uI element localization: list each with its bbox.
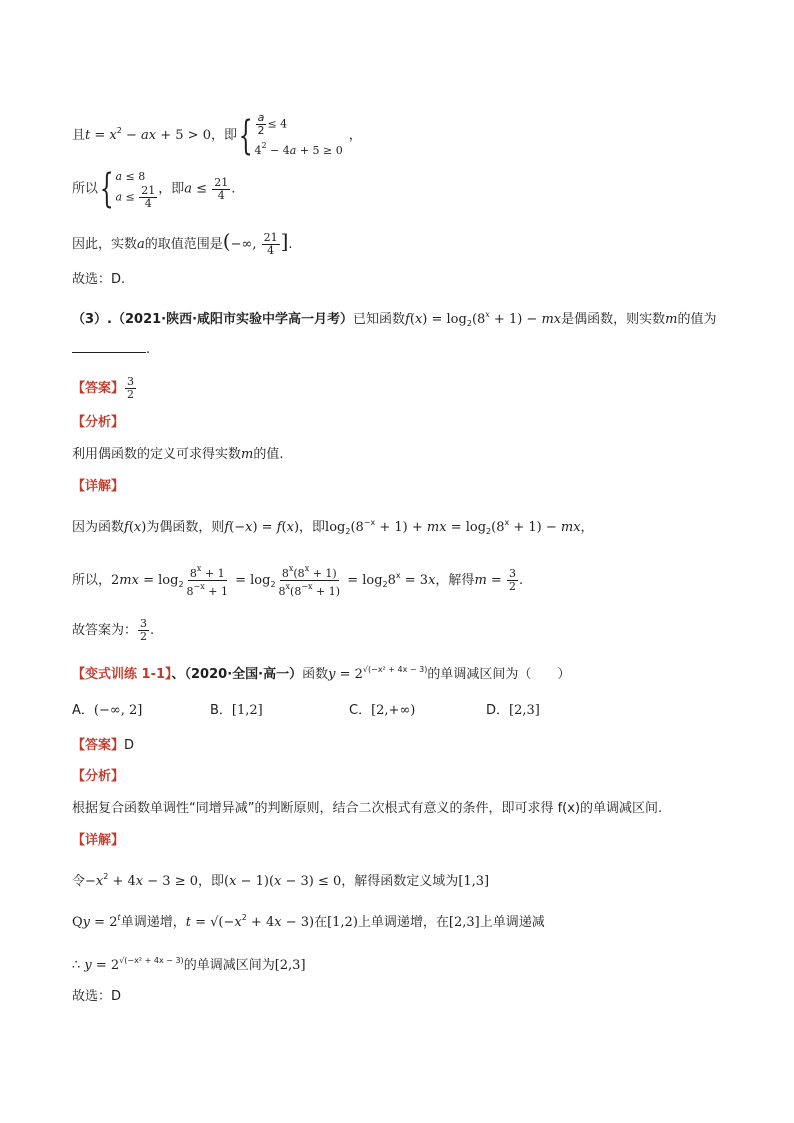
text: ，解得 — [435, 573, 475, 588]
text: 且 — [72, 128, 86, 143]
formula-t: t — [85, 128, 91, 143]
text: 故答案为： — [72, 623, 138, 638]
option-d[interactable] — [486, 702, 540, 720]
option-value: [2,3] — [509, 703, 540, 718]
question-label: （3）. — [72, 312, 112, 327]
text: 的值为 — [677, 312, 717, 327]
option-letter: A． — [72, 703, 94, 718]
var-a: a — [137, 237, 145, 252]
text: 在 — [314, 915, 328, 930]
answer-value: D — [124, 738, 135, 753]
option-letter: C． — [349, 703, 372, 718]
text: 利用偶函数的定义可求得实数 — [72, 447, 242, 462]
variant-detail-tag — [72, 832, 124, 850]
option-value: (−∞, 2] — [93, 703, 143, 718]
tag: 【详解】 — [72, 479, 125, 494]
brace-icon: { — [99, 166, 114, 212]
variant-tag: 【变式训练 1-1】 — [72, 667, 172, 682]
text: 令 — [72, 874, 86, 889]
variant-answer — [72, 737, 134, 755]
tag: 【详解】 — [72, 833, 125, 848]
question-3: （3）.（2021·陕西·咸阳市实验中学高一月考）已知函数$f(x) = \log_2(8^x + 1)$ − mx是偶函数，则实数m的值为 — [72, 310, 717, 328]
text: . — [231, 181, 236, 197]
variant-analysis: 根据复合函数单调性“同增异减”的判断原则，结合二次根式有意义的条件，即可求得 f(x)的单调减区间. — [72, 801, 663, 816]
choose-line: 故选：D. — [72, 272, 126, 287]
option-value: [1,2] — [231, 703, 263, 718]
answer-line: 【答案】 $\frac{3}{2}$ — [72, 375, 135, 401]
option-a[interactable] — [72, 702, 142, 720]
analysis-line: 利用偶函数的定义可求得实数m的值. — [72, 447, 284, 462]
option-letter: D． — [486, 703, 510, 718]
variant-analysis-tag — [72, 768, 124, 786]
text: 已知函数 — [353, 312, 406, 327]
detail-tag — [72, 478, 124, 496]
answer-tag: 【答案】 — [72, 381, 125, 396]
text: . — [146, 342, 151, 357]
text: ，解得函数定义域为 — [341, 874, 459, 889]
brace-icon: { — [238, 112, 253, 159]
text: 的取值范围是 — [144, 237, 223, 252]
text: 上单调递增，在 — [357, 915, 449, 930]
text: 的单调减区间为 — [183, 958, 275, 973]
tag: 【分析】 — [72, 415, 125, 430]
tag: 【分析】 — [72, 769, 125, 784]
text: 所以， — [72, 573, 112, 588]
option-value: [2,+∞) — [371, 703, 416, 718]
blank-line — [72, 340, 146, 353]
text: ，即 — [158, 181, 185, 197]
detail-line-2: 所以，$2mx = \log_2$ $\frac{8^x + 1}{8^{-x} + 1}$ = $\log_2$ $\frac{8^x(8^x + 1)}{8^x(8^{-x} + 1)}$ = $\log_28^x = 3x$，解得m = $\frac{3}{2}$ . — [72, 564, 524, 598]
text: ，即 — [198, 874, 225, 889]
question-source: （2021·陕西·咸阳市实验中学高一月考） — [111, 312, 354, 327]
text: 上单调递减 — [479, 915, 545, 930]
text: 因此，实数 — [72, 237, 138, 252]
range-line: 因此，实数a的取值范围是(−∞, $\frac{21}{4}$ ]. — [72, 229, 293, 257]
variant-detail-3: ∴ $y = 2^{√(-x^2 + 4x - 3)}$的单调减区间为[2,3] — [72, 956, 306, 973]
text: 单调递增， — [120, 915, 186, 930]
text: 为偶函数，则 — [146, 520, 225, 535]
option-letter: B． — [210, 703, 232, 718]
text: 的值. — [253, 447, 284, 462]
variant-question: 【变式训练 1-1】、（2020·全国·高一）函数$y = 2^{√(-x^2 + 4x - 3)}$的单调减区间为（ ） — [72, 665, 571, 682]
text: 因为函数 — [72, 520, 125, 535]
final-answer: 故答案为： $\frac{3}{2}$ . — [72, 617, 155, 643]
variant-final: 故选：D — [72, 989, 122, 1004]
condition-line: 且$t = x^2$ − ax + 5 > 0，即{ $\frac{a}{2}$ ≤ 4 $4^2 - 4a + 5 \ge 0$ ， — [72, 111, 362, 159]
text: 函数 — [302, 667, 329, 682]
answer-tag: 【答案】 — [72, 738, 125, 753]
option-b[interactable] — [210, 702, 263, 720]
so-line: 所以{ a ≤ 8 a ≤ $\frac{21}{4}$ ，即a ≤ $\frac{21}{4}$ . — [72, 166, 236, 212]
text: ，即 — [299, 520, 326, 535]
variant-detail-1: 令$-x^2 + 4x - 3 \ge 0$，即(x − 1)(x − 3) ≤ 0，解得函数定义域为[1,3] — [72, 872, 490, 889]
variant-source: 、（2020·全国·高一） — [171, 667, 303, 682]
analysis-tag — [72, 414, 124, 432]
option-c[interactable] — [349, 702, 415, 720]
text: 所以 — [72, 181, 99, 197]
text: 是偶函数，则实数 — [561, 312, 666, 327]
system-1: $\frac{a}{2}$ ≤ 4 $4^2 - 4a + 5 \ge 0$ — [254, 111, 343, 157]
system-2: a ≤ 8 a ≤ $\frac{21}{4}$ — [115, 170, 156, 210]
text: 的单调减区间为（ ） — [427, 667, 571, 682]
detail-line-1: 因为函数f(x)为偶函数，则f(−x) = f(x)，即$\log_2(8^{-x} + 1)$ + mx = $\log_2(8^x + 1)$ − mx， — [72, 518, 594, 536]
variant-detail-2: $Qy = 2^t$单调递增，$t = √(-x^2 + 4x - 3)$在[1,2)上单调递增，在[2,3]上单调递减 — [72, 913, 545, 930]
answer-blank — [72, 340, 150, 359]
